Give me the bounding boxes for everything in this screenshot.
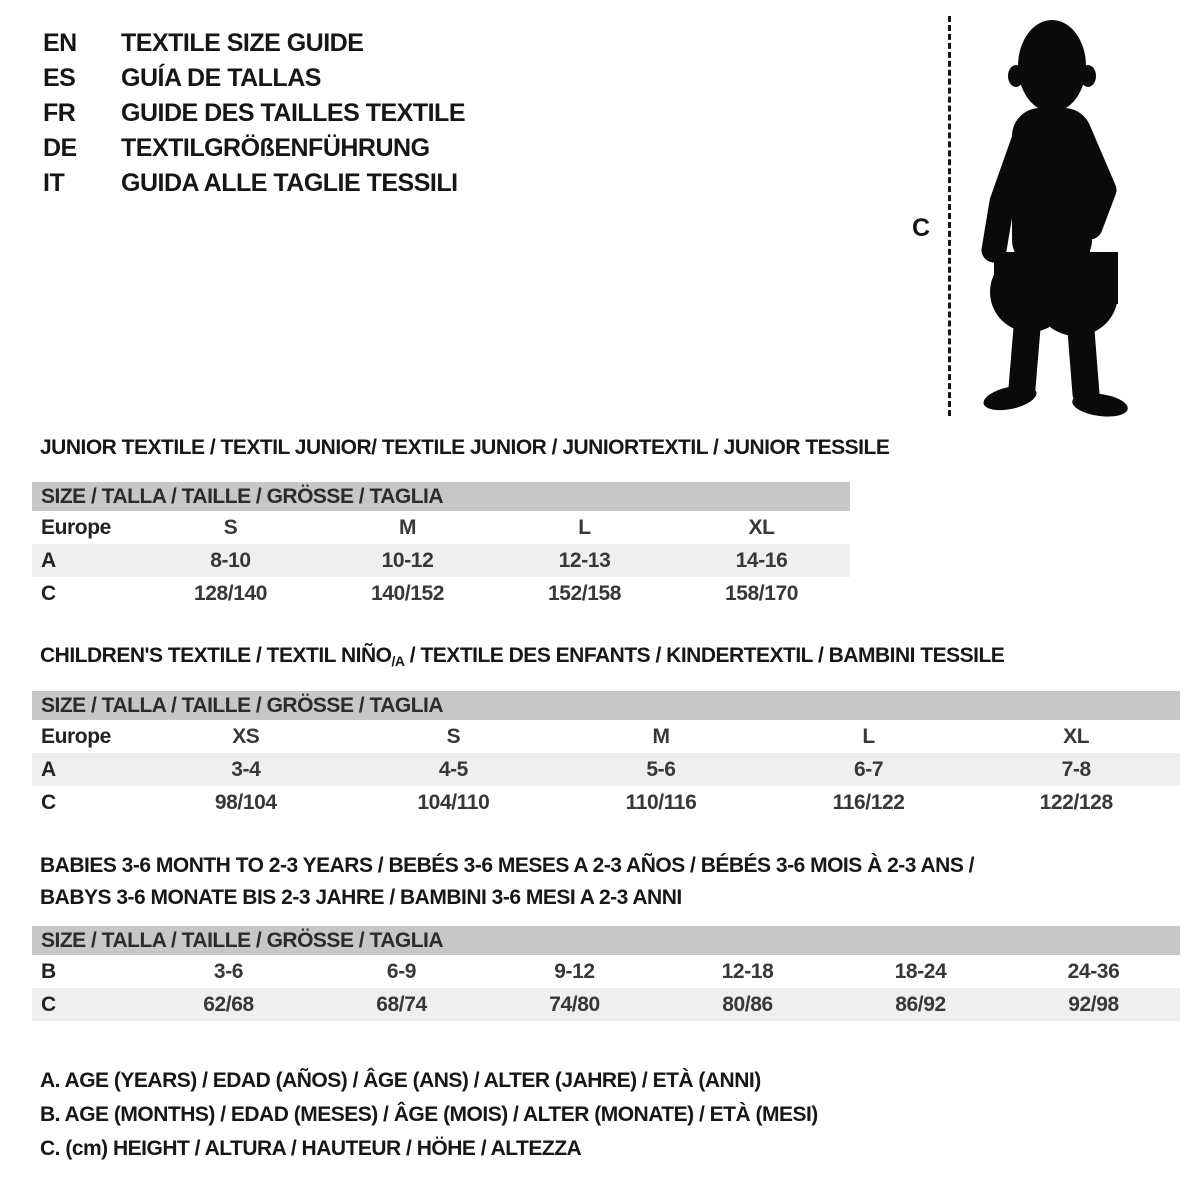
size-cell: L [578,515,591,539]
size-cell: M [398,515,417,539]
babies-size-table [32,926,1180,1021]
age-cell: 4-5 [438,757,468,781]
months-cell: 18-24 [894,959,947,983]
babies-size-header: SIZE / TALLA / TAILLE / GRÖSSE / TAGLIA [32,926,1180,955]
size-cell: S [223,515,238,539]
children-size-table [32,691,1180,819]
table-row [32,511,850,544]
age-cell: 5-6 [646,757,676,781]
height-cell: 86/92 [895,992,946,1016]
legend-age-months: B. AGE (MONTHS) / EDAD (MESES) / ÂGE (MOIS) / ALTER (MONATE) / ETÀ (MESI) [40,1103,818,1126]
height-dashed-line [948,16,951,416]
table-row [32,955,1180,988]
height-cell: 80/86 [722,992,773,1016]
language-row-fr [43,96,465,131]
row-label: C [41,790,56,814]
children-title-pre: CHILDREN'S TEXTILE / TEXTIL NIÑO [40,644,392,667]
table-row [32,577,850,610]
babies-section-title-line1: BABIES 3-6 MONTH TO 2-3 YEARS / BEBÉS 3-6 MESES A 2-3 AÑOS / BÉBÉS 3-6 MOIS À 2-3 ANS / [40,854,975,877]
size-cell: XS [232,724,260,748]
legend-height-cm: C. (cm) HEIGHT / ALTURA / HAUTEUR / HÖHE / ALTEZZA [40,1137,582,1160]
language-code: IT [43,169,65,197]
height-cell: 152/158 [547,581,622,605]
guide-title-en: TEXTILE SIZE GUIDE [121,29,364,57]
age-cell: 6-7 [854,757,884,781]
language-code: FR [43,99,76,127]
height-measure-label: C [912,214,931,242]
junior-size-table [32,482,850,610]
age-cell: 8-10 [210,548,251,572]
months-cell: 3-6 [213,959,244,983]
language-code: ES [43,64,76,92]
children-size-header: SIZE / TALLA / TAILLE / GRÖSSE / TAGLIA [32,691,1180,720]
height-cell: 140/152 [370,581,445,605]
children-title-post: / TEXTILE DES ENFANTS / KINDERTEXTIL / BAMBINI TESSILE [404,644,1005,667]
language-row-en [43,26,465,61]
language-code: DE [43,134,77,162]
table-row [32,786,1180,819]
language-row-es [43,61,465,96]
height-cell: 158/170 [724,581,799,605]
size-cell: XL [1063,724,1090,748]
height-cell: 62/68 [203,992,254,1016]
guide-title-de: TEXTILGRÖßENFÜHRUNG [121,134,430,162]
height-cell: 116/122 [832,790,905,814]
row-label: C [41,581,56,605]
height-cell: 74/80 [549,992,600,1016]
junior-section-title: JUNIOR TEXTILE / TEXTIL JUNIOR/ TEXTILE JUNIOR / JUNIORTEXTIL / JUNIOR TESSILE [40,436,890,459]
height-cell: 98/104 [214,790,277,814]
junior-size-header: SIZE / TALLA / TAILLE / GRÖSSE / TAGLIA [32,482,850,511]
children-title-sub: /A [391,653,405,669]
guide-title-fr: GUIDE DES TAILLES TEXTILE [121,99,466,127]
guide-title-it: GUIDA ALLE TAGLIE TESSILI [121,169,458,197]
measurement-legend [40,1064,818,1166]
table-row [32,753,1180,786]
language-title-list [43,26,465,201]
row-label: Europe [41,515,111,539]
age-cell: 10-12 [381,548,434,572]
height-cell: 68/74 [376,992,427,1016]
row-label: C [41,992,56,1016]
months-cell: 12-18 [721,959,774,983]
row-label: A [41,548,56,572]
age-cell: 3-4 [231,757,261,781]
height-cell: 110/116 [625,790,697,814]
language-row-it [43,166,465,201]
language-row-de [43,131,465,166]
table-row [32,720,1180,753]
height-cell: 104/110 [417,790,490,814]
months-cell: 9-12 [554,959,595,983]
height-cell: 122/128 [1039,790,1113,814]
size-cell: XL [748,515,775,539]
size-cell: M [652,724,670,748]
months-cell: 6-9 [386,959,417,983]
legend-age-years: A. AGE (YEARS) / EDAD (AÑOS) / ÂGE (ANS) / ALTER (JAHRE) / ETÀ (ANNI) [40,1069,761,1092]
guide-title-es: GUÍA DE TALLAS [121,64,321,92]
age-cell: 12-13 [558,548,611,572]
toddler-silhouette-shapes [981,20,1129,420]
row-label: Europe [41,724,111,748]
months-cell: 24-36 [1067,959,1120,983]
language-code: EN [43,29,77,57]
size-cell: S [446,724,461,748]
height-cell: 92/98 [1068,992,1119,1016]
table-row [32,544,850,577]
age-cell: 14-16 [735,548,788,572]
size-cell: L [862,724,875,748]
babies-section-title-line2: BABYS 3-6 MONATE BIS 2-3 JAHRE / BAMBINI 3-6 MESI A 2-3 ANNI [40,886,682,909]
row-label: B [41,959,56,983]
age-cell: 7-8 [1061,757,1091,781]
row-label: A [41,757,56,781]
children-section-title [40,644,1004,669]
toddler-silhouette-image [962,12,1138,420]
table-row [32,988,1180,1021]
height-cell: 128/140 [193,581,268,605]
